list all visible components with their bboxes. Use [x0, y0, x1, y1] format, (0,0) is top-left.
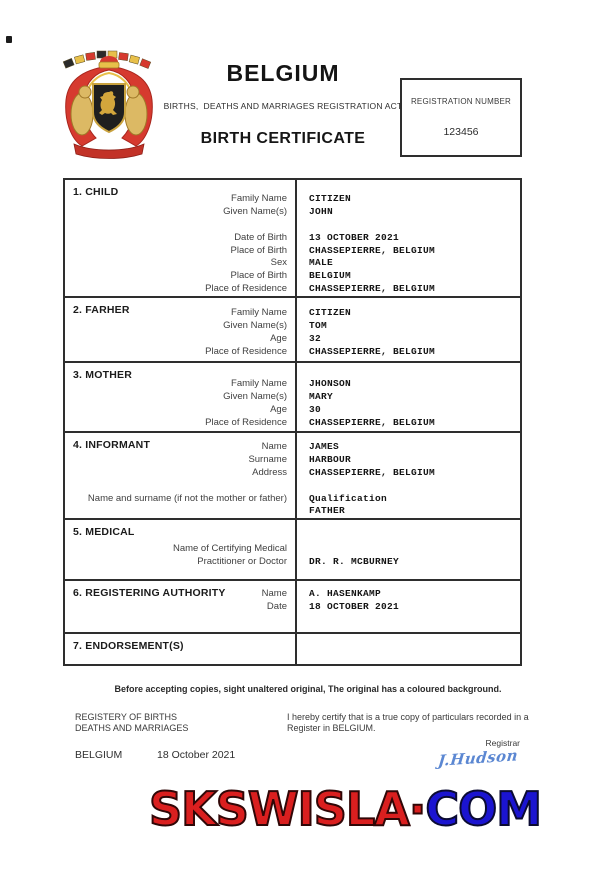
field-value: 18 OCTOBER 2021 [309, 600, 400, 612]
section-endorsements [65, 632, 520, 664]
section-title: 4. INFORMANT [73, 439, 151, 451]
field-value: 13 OCTOBER 2021 [309, 231, 400, 243]
section-title: 2. FARHER [73, 304, 130, 316]
watermark-logo [149, 782, 541, 836]
watermark-dot: · [408, 782, 426, 836]
field-value [309, 480, 520, 493]
registry-block [75, 712, 188, 734]
field-label: Date of Birth [234, 231, 287, 243]
field-label: Place of Residence [205, 345, 287, 357]
field-value: HARBOUR [309, 453, 352, 465]
field-value: CITIZEN [309, 193, 352, 204]
field-value [309, 219, 520, 232]
section-title: 6. REGISTERING AUTHORITY [73, 587, 226, 599]
section-title: 1. CHILD [73, 186, 119, 198]
field-label: Age [270, 403, 287, 415]
field-label: Practitioner or Doctor [197, 555, 287, 567]
field-label [65, 480, 287, 493]
watermark-tld: COM [425, 782, 541, 836]
field-label: Address [252, 466, 287, 478]
field-value: CITIZEN [309, 307, 352, 318]
field-label: Given Name(s) [223, 319, 287, 331]
field-label: Name of Certifying Medical [172, 543, 287, 554]
section-informant [65, 431, 520, 518]
field-value: A. HASENKAMP [309, 588, 382, 599]
field-value: JAMES [309, 441, 340, 452]
field-label: Given Name(s) [223, 390, 287, 402]
field-value: TOM [309, 319, 328, 331]
field-value: 30 [309, 403, 322, 415]
certificate-table [63, 178, 522, 666]
document-title: BIRTH CERTIFICATE [200, 130, 366, 147]
field-label [65, 219, 287, 232]
field-label: Name [261, 441, 287, 452]
certify-statement: I hereby certify that is a true copy of particulars recorded in a Register in BELGIUM. [287, 712, 529, 733]
field-value: FATHER [309, 505, 346, 517]
field-value: CHASSEPIERRE, BELGIUM [309, 416, 436, 428]
registry-line-1: REGISTERY OF BIRTHS [75, 712, 178, 722]
field-value: MARY [309, 390, 334, 402]
field-label: Name and surname (if not the mother or father) [87, 492, 287, 504]
field-label: Family Name [231, 307, 287, 318]
field-value: JOHN [309, 205, 334, 217]
field-value: CHASSEPIERRE, BELGIUM [309, 466, 436, 478]
field-label: Place of Residence [205, 416, 287, 428]
watermark-main: SKSWISLA [149, 782, 409, 836]
section-father [65, 296, 520, 361]
section-title: 3. MOTHER [73, 369, 132, 381]
country-title: BELGIUM [226, 60, 340, 86]
footer-date: 18 October 2021 [157, 749, 236, 761]
registrar-signature: J.Hudson [437, 746, 519, 770]
act-subtitle: BIRTHS, DEATHS AND MARRIAGES REGISTRATION ACT [163, 101, 403, 111]
field-label: Family Name [231, 193, 287, 204]
field-value: BELGIUM [309, 270, 352, 282]
field-label: Place of Birth [230, 244, 287, 256]
field-value: 32 [309, 332, 322, 344]
field-label: Place of Residence [205, 283, 287, 295]
footer-country: BELGIUM [75, 749, 123, 761]
field-label: Given Name(s) [223, 205, 287, 217]
field-value: JHONSON [309, 378, 352, 389]
section-medical [65, 518, 520, 579]
section-title: 5. MEDICAL [73, 526, 135, 538]
field-label: Name [261, 588, 287, 599]
field-label: Age [270, 332, 287, 344]
section-mother [65, 361, 520, 431]
section-title: 7. ENDORSEMENT(S) [73, 640, 184, 652]
section-registering-authority [65, 579, 520, 632]
copy-notice: Before accepting copies, sight unaltered original, The original has a coloured background. [114, 684, 502, 694]
field-value: DR. R. MCBURNEY [309, 555, 400, 567]
registration-number-value: 123456 [443, 126, 479, 138]
field-value: Qualification [309, 492, 388, 504]
registrar-label: Registrar [485, 738, 520, 748]
registry-line-2: DEATHS AND MARRIAGES [75, 723, 189, 733]
field-value: CHASSEPIERRE, BELGIUM [309, 345, 436, 357]
header [128, 60, 438, 148]
scan-artifact [6, 36, 12, 43]
field-label: Place of Birth [230, 270, 287, 282]
field-label: Surname [248, 453, 287, 465]
field-value: CHASSEPIERRE, BELGIUM [309, 283, 436, 295]
section-child [65, 180, 520, 296]
field-label: Date [266, 600, 287, 612]
field-label [65, 505, 287, 518]
registration-number-label: REGISTRATION NUMBER [410, 97, 512, 106]
field-value: MALE [309, 257, 334, 269]
field-label: Family Name [231, 378, 287, 389]
field-value [309, 543, 520, 556]
registration-number-box [400, 78, 522, 157]
field-label: Sex [270, 257, 287, 269]
field-value: CHASSEPIERRE, BELGIUM [309, 244, 436, 256]
